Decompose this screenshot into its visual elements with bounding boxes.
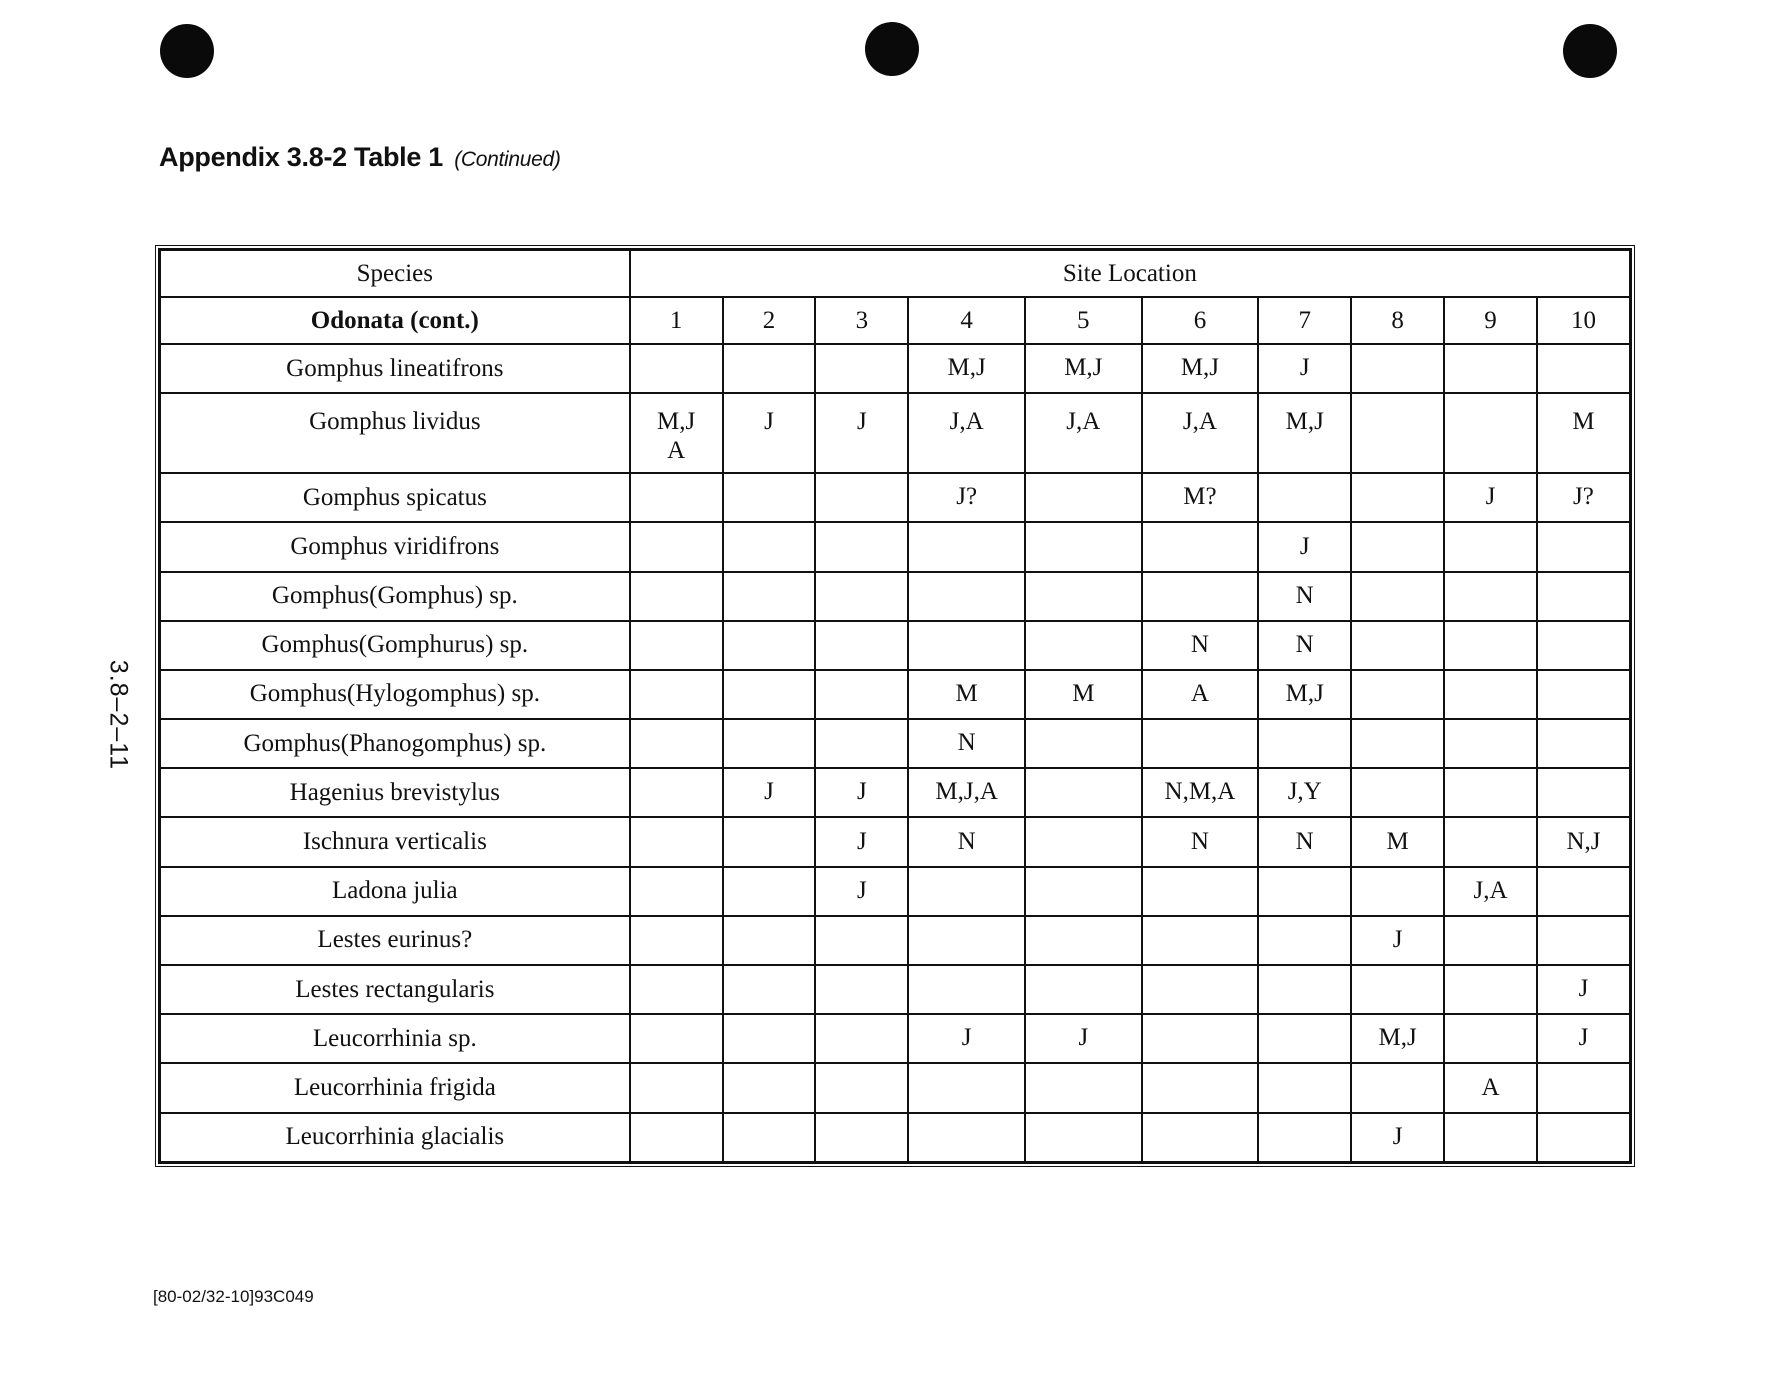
site-value-cell: [630, 768, 723, 817]
site-value-cell: [1142, 768, 1259, 817]
site-value: N: [957, 827, 976, 855]
site-value-cell: [1351, 473, 1444, 522]
site-value-cell: [815, 867, 908, 916]
site-number-header: 5: [1025, 297, 1142, 344]
site-value-cell: [630, 1063, 723, 1112]
species-name-cell: Leucorrhinia glacialis: [160, 1113, 630, 1162]
site-value-cell: [1351, 1014, 1444, 1063]
site-value-cell: [1258, 965, 1351, 1014]
site-value: J: [961, 1024, 972, 1052]
site-value-cell: [1444, 1014, 1537, 1063]
site-value-cell: [723, 768, 816, 817]
site-value: N: [957, 729, 976, 757]
site-value-cell: [1444, 344, 1537, 393]
table-row: [160, 1014, 1630, 1063]
site-value: J: [1578, 975, 1589, 1003]
table-row: [160, 473, 1630, 522]
site-value-cell: [1025, 768, 1142, 817]
site-value-cell: [815, 1113, 908, 1162]
site-value-cell: [1258, 344, 1351, 393]
site-value-cell: [723, 965, 816, 1014]
site-value-cell: [630, 1014, 723, 1063]
site-value-cell: [1142, 572, 1259, 621]
site-value-cell: [815, 916, 908, 965]
site-value-cell: [1258, 1113, 1351, 1162]
site-value: M,J: [947, 354, 986, 382]
table-row: [160, 1063, 1630, 1112]
species-name-cell: Gomphus spicatus: [160, 473, 630, 522]
site-value-cell: [1444, 719, 1537, 768]
binder-hole-right: [1563, 24, 1617, 78]
site-value-cell: [1142, 719, 1259, 768]
species-name-cell: Lestes eurinus?: [160, 916, 630, 965]
site-value-cell: [1537, 965, 1630, 1014]
site-value-cell: [723, 393, 816, 473]
site-value: J: [1392, 926, 1403, 954]
site-number-header: 10: [1537, 297, 1630, 344]
site-value-cell: [1351, 1063, 1444, 1112]
site-location-header: Site Location: [630, 250, 1630, 297]
site-value: M: [1572, 408, 1595, 436]
site-value-cell: [723, 1113, 816, 1162]
site-value: N: [1295, 630, 1314, 658]
site-value-cell: [1351, 572, 1444, 621]
site-value-cell: [630, 719, 723, 768]
site-value-cell: [723, 572, 816, 621]
site-value-cell: [1444, 867, 1537, 916]
site-value-cell: [1025, 965, 1142, 1014]
site-value-cell: [1444, 1113, 1537, 1162]
site-value: M?: [1183, 483, 1217, 511]
site-value-cell: [630, 572, 723, 621]
site-value-cell: [1537, 768, 1630, 817]
site-value-cell: [1025, 473, 1142, 522]
site-value: M,J,A: [935, 778, 998, 806]
species-name-cell: Hagenius brevistylus: [160, 768, 630, 817]
site-value-cell: [1351, 965, 1444, 1014]
site-value-cell: [1537, 867, 1630, 916]
site-value-cell: [1258, 621, 1351, 670]
site-value-cell: [1025, 1014, 1142, 1063]
table-row: [160, 719, 1630, 768]
site-value-cell: [1444, 916, 1537, 965]
site-value: J: [1485, 483, 1496, 511]
site-value-cell: [1537, 621, 1630, 670]
site-value-cell: [1537, 393, 1630, 473]
site-value-cell: [630, 344, 723, 393]
site-value-cell: [1444, 817, 1537, 866]
binder-hole-center: [865, 22, 919, 76]
site-value-cell: [1258, 572, 1351, 621]
site-value-cell: [1537, 1063, 1630, 1112]
site-value-cell: [1258, 1063, 1351, 1112]
site-value: J: [1578, 1024, 1589, 1052]
header-row-top: [160, 250, 1630, 297]
site-value-cell: [1258, 768, 1351, 817]
species-name-cell: Gomphus viridifrons: [160, 522, 630, 571]
site-value-cell: [908, 719, 1025, 768]
site-value-cell: [1142, 621, 1259, 670]
site-value-cell: [1258, 393, 1351, 473]
site-value-cell: [1025, 916, 1142, 965]
site-value: N: [1190, 827, 1209, 855]
table-row: [160, 522, 1630, 571]
site-value-cell: [908, 670, 1025, 719]
site-value-cell: [815, 473, 908, 522]
site-number-header: 8: [1351, 297, 1444, 344]
side-page-number: 3.8–2–11: [104, 659, 133, 771]
species-name-cell: Lestes rectangularis: [160, 965, 630, 1014]
site-value-cell: [1142, 965, 1259, 1014]
site-value: J: [857, 827, 867, 855]
site-value: M: [1386, 827, 1409, 855]
site-value-cell: [630, 393, 723, 473]
site-value-cell: [908, 572, 1025, 621]
site-value-cell: [815, 719, 908, 768]
site-number-header: 6: [1142, 297, 1259, 344]
site-value: M,J: [1064, 354, 1103, 382]
site-value-cell: [1537, 522, 1630, 571]
site-value: M: [1072, 680, 1095, 708]
species-name-cell: Gomphus(Phanogomphus) sp.: [160, 719, 630, 768]
species-name-cell: Ladona julia: [160, 867, 630, 916]
site-value-cell: [1258, 1014, 1351, 1063]
table-row: [160, 344, 1630, 393]
site-number-header: 3: [815, 297, 908, 344]
site-value-cell: [1025, 621, 1142, 670]
site-value-cell: [1258, 473, 1351, 522]
site-value-cell: [1025, 1113, 1142, 1162]
site-value-cell: [1142, 867, 1259, 916]
site-value-cell: [723, 344, 816, 393]
site-value-cell: [908, 1014, 1025, 1063]
site-value-cell: [630, 473, 723, 522]
site-value: J: [1299, 532, 1310, 560]
site-value: N,J: [1566, 827, 1601, 855]
site-value-cell: [630, 1113, 723, 1162]
site-value-cell: [1444, 572, 1537, 621]
site-value-cell: [1142, 817, 1259, 866]
site-value-cell: [1025, 817, 1142, 866]
site-number-header: 9: [1444, 297, 1537, 344]
site-value-cell: [908, 393, 1025, 473]
site-value-cell: [1537, 344, 1630, 393]
site-value-cell: [1351, 719, 1444, 768]
species-name-cell: Gomphus(Hylogomphus) sp.: [160, 670, 630, 719]
site-value-cell: [1351, 817, 1444, 866]
site-value-cell: [815, 670, 908, 719]
site-value-cell: [1142, 916, 1259, 965]
species-name-cell: Gomphus(Gomphus) sp.: [160, 572, 630, 621]
site-value-cell: [908, 867, 1025, 916]
site-value-cell: [1142, 1014, 1259, 1063]
site-value: M: [955, 680, 978, 708]
site-value-cell: [1351, 393, 1444, 473]
site-value-cell: [1444, 393, 1537, 473]
site-value-cell: [723, 1014, 816, 1063]
site-value-cell: [1142, 670, 1259, 719]
site-value-cell: [908, 916, 1025, 965]
site-value-cell: [723, 522, 816, 571]
site-value-cell: [1537, 473, 1630, 522]
site-value: J: [1299, 354, 1310, 382]
site-value-cell: [1351, 1113, 1444, 1162]
site-value-cell: [815, 621, 908, 670]
species-name-cell: Gomphus(Gomphurus) sp.: [160, 621, 630, 670]
table-row: [160, 572, 1630, 621]
site-value-cell: [1025, 867, 1142, 916]
site-value-cell: [1444, 522, 1537, 571]
species-header: Species: [160, 250, 630, 297]
site-value-cell: [1444, 768, 1537, 817]
site-value-cell: [723, 867, 816, 916]
species-name-cell: Leucorrhinia frigida: [160, 1063, 630, 1112]
site-value-cell: [1537, 817, 1630, 866]
site-value: M,J: [1285, 680, 1324, 708]
site-value-cell: [723, 719, 816, 768]
site-value-cell: [1351, 670, 1444, 719]
site-value-cell: [908, 1063, 1025, 1112]
footer-code: [80-02/32-10]93C049: [153, 1287, 314, 1306]
table-row: [160, 393, 1630, 473]
site-value-cell: [1537, 916, 1630, 965]
site-value-cell: [1258, 719, 1351, 768]
site-value-cell: [1025, 1063, 1142, 1112]
binder-hole-left: [160, 24, 214, 78]
species-name-cell: Ischnura verticalis: [160, 817, 630, 866]
site-value-cell: [908, 344, 1025, 393]
site-value-cell: [815, 522, 908, 571]
site-value-cell: [908, 768, 1025, 817]
site-value-cell: [1025, 522, 1142, 571]
site-value: J,A: [1473, 876, 1508, 904]
site-value-cell: [1537, 1014, 1630, 1063]
site-value-cell: [723, 670, 816, 719]
table-title: [159, 142, 561, 173]
site-value-cell: [1444, 473, 1537, 522]
site-value: N: [1295, 581, 1314, 609]
site-value-cell: [1025, 719, 1142, 768]
site-value-cell: [630, 965, 723, 1014]
site-value-cell: [1444, 965, 1537, 1014]
site-value-cell: [723, 1063, 816, 1112]
species-name-cell: Leucorrhinia sp.: [160, 1014, 630, 1063]
table-row: [160, 670, 1630, 719]
site-value-cell: [723, 817, 816, 866]
site-value: J?: [1573, 483, 1594, 511]
site-number-header: 4: [908, 297, 1025, 344]
site-value-cell: [1537, 719, 1630, 768]
site-value-cell: [1025, 670, 1142, 719]
site-value-cell: [1537, 670, 1630, 719]
site-value-cell: [815, 344, 908, 393]
site-value: J: [764, 778, 774, 806]
site-value: N: [1190, 630, 1209, 658]
site-value-cell: [908, 817, 1025, 866]
site-value-cell: [1444, 670, 1537, 719]
table-row: [160, 965, 1630, 1014]
table-row: [160, 867, 1630, 916]
site-value-cell: [630, 621, 723, 670]
species-name-cell: Gomphus lineatifrons: [160, 344, 630, 393]
site-value-cell: [1258, 670, 1351, 719]
site-value-cell: [908, 473, 1025, 522]
table-row: [160, 1113, 1630, 1162]
site-value-cell: [1142, 1113, 1259, 1162]
site-value: A: [1190, 680, 1209, 708]
site-value-cell: [1351, 867, 1444, 916]
site-value: J,A: [1182, 408, 1217, 436]
site-value-cell: [815, 572, 908, 621]
site-value: M,J: [1180, 354, 1220, 382]
site-value-cell: [908, 522, 1025, 571]
site-value-cell: [630, 867, 723, 916]
site-value-cell: [1258, 522, 1351, 571]
site-value: M,J: [1378, 1024, 1417, 1052]
site-value-cell: [630, 817, 723, 866]
site-value-cell: [630, 522, 723, 571]
site-value: M,J A: [657, 408, 696, 464]
site-value-cell: [723, 621, 816, 670]
species-table-frame: [155, 245, 1635, 1167]
table-body: [160, 344, 1630, 1162]
site-value-cell: [815, 1014, 908, 1063]
table-row: [160, 817, 1630, 866]
site-value: A: [1481, 1073, 1500, 1101]
site-value-cell: [1258, 916, 1351, 965]
site-value-cell: [1351, 916, 1444, 965]
site-value-cell: [908, 621, 1025, 670]
site-value-cell: [1142, 522, 1259, 571]
site-value-cell: [1025, 344, 1142, 393]
site-value-cell: [908, 965, 1025, 1014]
site-value-cell: [1537, 1113, 1630, 1162]
site-value-cell: [1025, 393, 1142, 473]
table-row: [160, 768, 1630, 817]
site-value-cell: [1351, 344, 1444, 393]
site-value: J: [857, 778, 867, 806]
table-row: [160, 621, 1630, 670]
site-value-cell: [1142, 344, 1259, 393]
site-value: J?: [956, 483, 978, 511]
site-value-cell: [1444, 1063, 1537, 1112]
site-value-cell: [1258, 867, 1351, 916]
site-value-cell: [815, 1063, 908, 1112]
species-site-table: [159, 249, 1631, 1163]
site-number-header: 1: [630, 297, 723, 344]
site-value-cell: [723, 916, 816, 965]
group-label: Odonata (cont.): [160, 297, 630, 344]
site-value-cell: [1142, 1063, 1259, 1112]
site-value: N,M,A: [1164, 778, 1236, 806]
site-value: J: [1392, 1122, 1403, 1150]
table-row: [160, 916, 1630, 965]
site-value: J: [857, 408, 867, 436]
site-value-cell: [1351, 621, 1444, 670]
site-value: J: [764, 408, 774, 436]
site-value-cell: [815, 817, 908, 866]
site-number-header: 2: [723, 297, 816, 344]
site-value-cell: [1142, 393, 1259, 473]
site-value: J,Y: [1287, 778, 1322, 806]
site-value-cell: [815, 768, 908, 817]
site-value-cell: [1025, 572, 1142, 621]
table-title-main: Appendix 3.8-2 Table 1: [159, 142, 443, 172]
header-row-sites: [160, 297, 1630, 344]
site-value-cell: [630, 670, 723, 719]
site-value-cell: [1351, 522, 1444, 571]
site-value-cell: [723, 473, 816, 522]
site-number-header: 7: [1258, 297, 1351, 344]
site-value-cell: [1351, 768, 1444, 817]
site-value: J: [1078, 1024, 1089, 1052]
site-value-cell: [908, 1113, 1025, 1162]
site-value-cell: [1444, 621, 1537, 670]
site-value-cell: [630, 916, 723, 965]
species-name-cell: Gomphus lividus: [160, 393, 630, 473]
site-value-cell: [815, 393, 908, 473]
site-value-cell: [1537, 572, 1630, 621]
site-value-cell: [1258, 817, 1351, 866]
site-value-cell: [1142, 473, 1259, 522]
table-title-suffix: (Continued): [454, 148, 561, 171]
site-value: M,J: [1285, 408, 1324, 436]
site-value: J,A: [1066, 408, 1101, 436]
site-value: J: [857, 876, 867, 904]
site-value-cell: [815, 965, 908, 1014]
site-value: N: [1295, 827, 1314, 855]
site-value: J,A: [949, 408, 984, 436]
